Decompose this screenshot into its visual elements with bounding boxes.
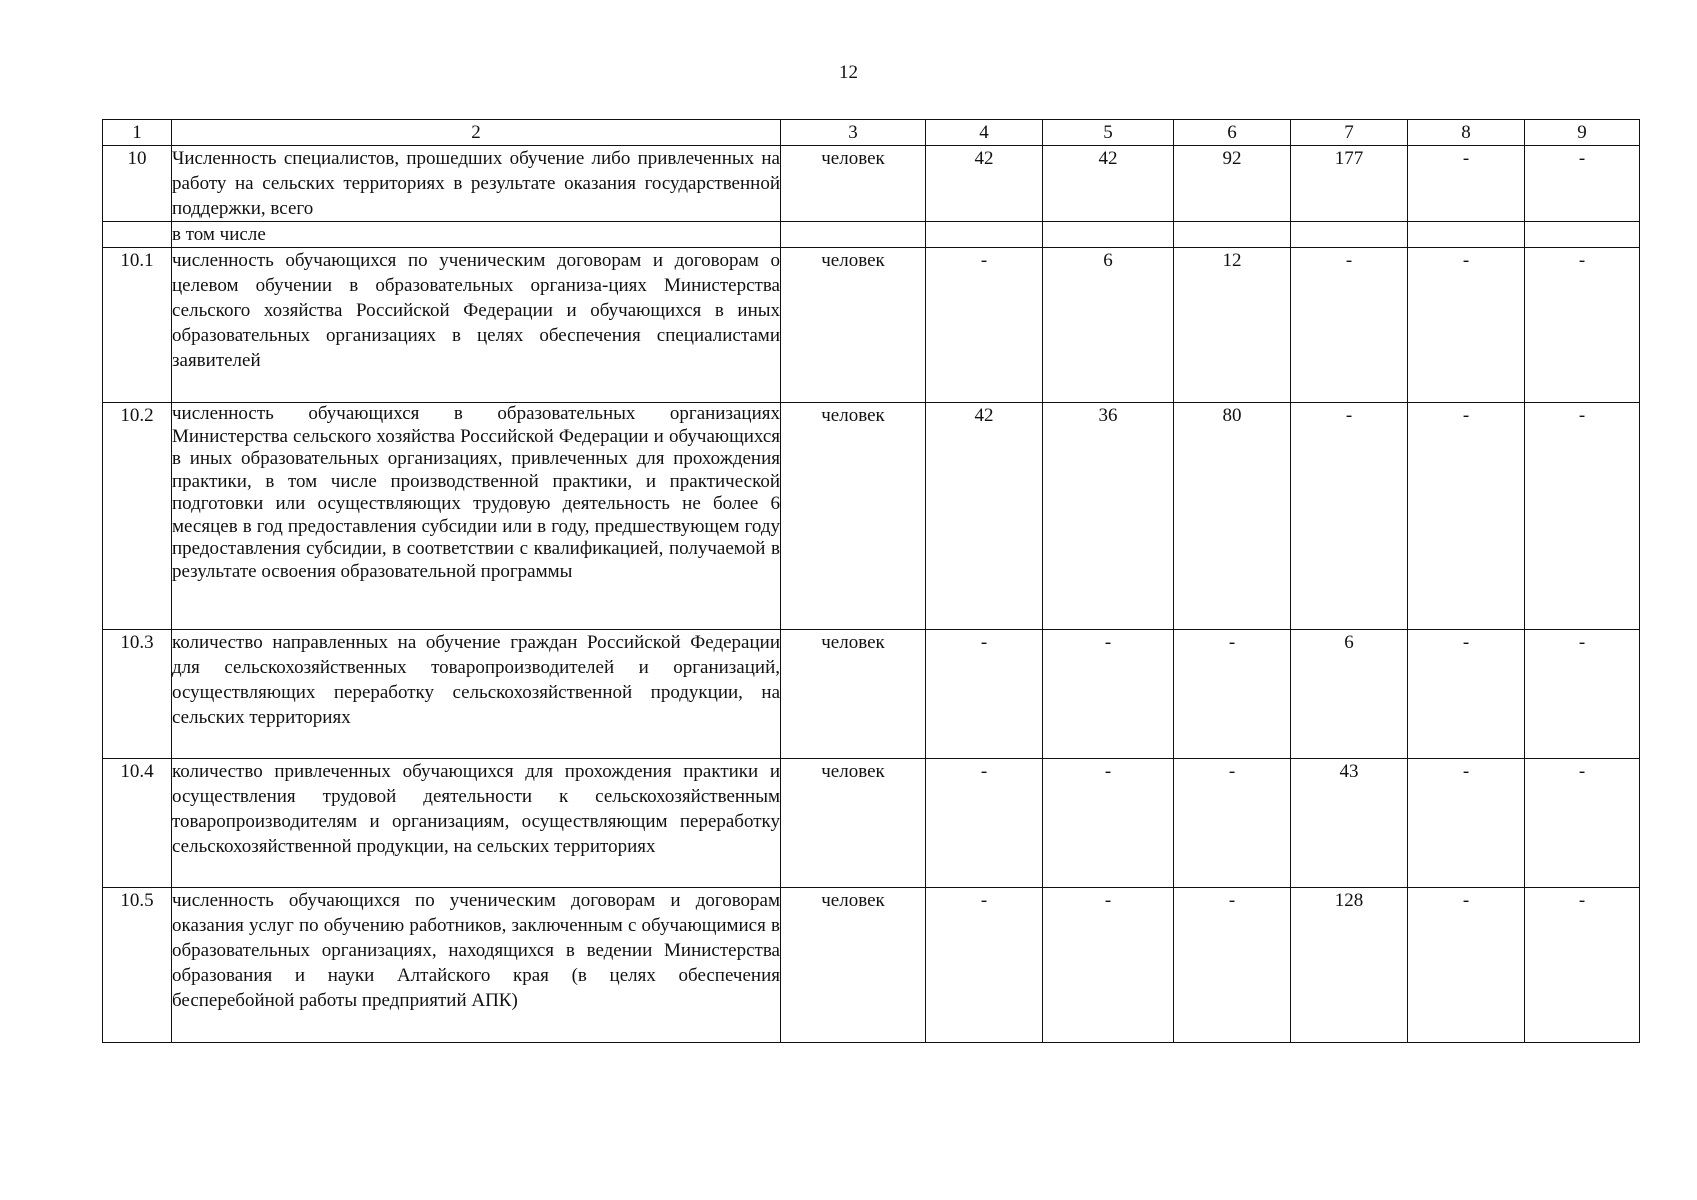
value-cell: 6 <box>1291 630 1408 759</box>
value-cell: - <box>926 630 1043 759</box>
row-description: численность обучающихся по ученическим договорам и договорам о целевом обучении в образовательных организа-циях Министерства сельского хозяйства Российской Федерации и обучающихся в иных образовательных организациях в целях обеспечения специалистами заявителей <box>172 248 781 403</box>
value-cell: 42 <box>926 146 1043 222</box>
value-cell: - <box>1525 146 1640 222</box>
table-row <box>103 248 1640 403</box>
header-cell: 8 <box>1408 120 1525 146</box>
row-description: Численность специалистов, прошедших обучение либо привлеченных на работу на сельских территориях в результате оказания государственной поддержки, всего <box>172 146 781 222</box>
value-cell: 42 <box>1043 146 1174 222</box>
header-cell: 5 <box>1043 120 1174 146</box>
header-cell: 7 <box>1291 120 1408 146</box>
value-cell: - <box>1043 759 1174 888</box>
value-cell <box>1291 222 1408 248</box>
table-row <box>103 403 1640 630</box>
row-unit: человек <box>781 146 926 222</box>
value-cell: 43 <box>1291 759 1408 888</box>
value-cell: 92 <box>1174 146 1291 222</box>
value-cell: - <box>1174 630 1291 759</box>
value-cell: - <box>1291 403 1408 630</box>
table-row <box>103 630 1640 759</box>
value-cell: 12 <box>1174 248 1291 403</box>
value-cell: - <box>1525 248 1640 403</box>
row-number: 10.2 <box>103 403 172 630</box>
value-cell: - <box>926 759 1043 888</box>
header-cell: 6 <box>1174 120 1291 146</box>
row-description: численность обучающихся в образовательных организациях Министерства сельского хозяйства Российской Федерации и обучающихся в иных образовательных организациях, привлеченных для прохождения практики, в том числе производственной практики, и практической подготовки или осуществляющих трудовую деятельность не более 6 месяцев в год предоставления субсидии или в году, предшествующем году предоставления субсидии, в соответствии с квалификацией, получаемой в результате освоения образовательной программы <box>172 403 781 630</box>
indicators-table <box>102 119 1640 1043</box>
value-cell: - <box>1525 630 1640 759</box>
value-cell: 42 <box>926 403 1043 630</box>
row-unit: человек <box>781 403 926 630</box>
value-cell: - <box>926 888 1043 1043</box>
table-row <box>103 146 1640 222</box>
row-description: в том числе <box>172 222 781 248</box>
header-cell: 3 <box>781 120 926 146</box>
row-unit <box>781 222 926 248</box>
row-unit: человек <box>781 888 926 1043</box>
value-cell: - <box>1525 759 1640 888</box>
page-number: 12 <box>839 62 858 83</box>
value-cell: - <box>1291 248 1408 403</box>
header-cell: 2 <box>172 120 781 146</box>
table-row <box>103 888 1640 1043</box>
header-row <box>103 120 1640 146</box>
header-cell: 1 <box>103 120 172 146</box>
value-cell <box>926 222 1043 248</box>
row-number: 10.1 <box>103 248 172 403</box>
value-cell: 177 <box>1291 146 1408 222</box>
value-cell: - <box>1408 403 1525 630</box>
value-cell <box>1174 222 1291 248</box>
row-number: 10.4 <box>103 759 172 888</box>
row-number: 10 <box>103 146 172 222</box>
table-row <box>103 759 1640 888</box>
value-cell <box>1408 222 1525 248</box>
value-cell: - <box>926 248 1043 403</box>
value-cell: - <box>1408 630 1525 759</box>
row-description: количество привлеченных обучающихся для прохождения практики и осуществления трудовой деятельности к сельскохозяйственным товаропроизводителям и организациям, осуществляющим переработку сельскохозяйственной продукции, на сельских территориях <box>172 759 781 888</box>
value-cell: - <box>1174 759 1291 888</box>
value-cell: 128 <box>1291 888 1408 1043</box>
header-cell: 9 <box>1525 120 1640 146</box>
row-unit: человек <box>781 759 926 888</box>
value-cell: - <box>1043 630 1174 759</box>
value-cell: - <box>1525 888 1640 1043</box>
value-cell: - <box>1408 888 1525 1043</box>
value-cell: 36 <box>1043 403 1174 630</box>
value-cell: - <box>1174 888 1291 1043</box>
row-description: количество направленных на обучение граждан Российской Федерации для сельскохозяйственных товаропроизводителей и организаций, осуществляющих переработку сельскохозяйственной продукции, на сельских территориях <box>172 630 781 759</box>
value-cell: - <box>1043 888 1174 1043</box>
row-unit: человек <box>781 630 926 759</box>
value-cell: 6 <box>1043 248 1174 403</box>
row-unit: человек <box>781 248 926 403</box>
value-cell: - <box>1408 759 1525 888</box>
header-cell: 4 <box>926 120 1043 146</box>
value-cell <box>1043 222 1174 248</box>
value-cell: - <box>1525 403 1640 630</box>
value-cell <box>1525 222 1640 248</box>
row-number: 10.3 <box>103 630 172 759</box>
value-cell: 80 <box>1174 403 1291 630</box>
row-number <box>103 222 172 248</box>
table-row <box>103 222 1640 248</box>
value-cell: - <box>1408 146 1525 222</box>
row-description: численность обучающихся по ученическим договорам и договорам оказания услуг по обучению работников, заключенным с обучающимися в образовательных организациях, находящихся в ведении Министерства образования и науки Алтайского края (в целях обеспечения бесперебойной работы предприятий АПК) <box>172 888 781 1043</box>
value-cell: - <box>1408 248 1525 403</box>
row-number: 10.5 <box>103 888 172 1043</box>
